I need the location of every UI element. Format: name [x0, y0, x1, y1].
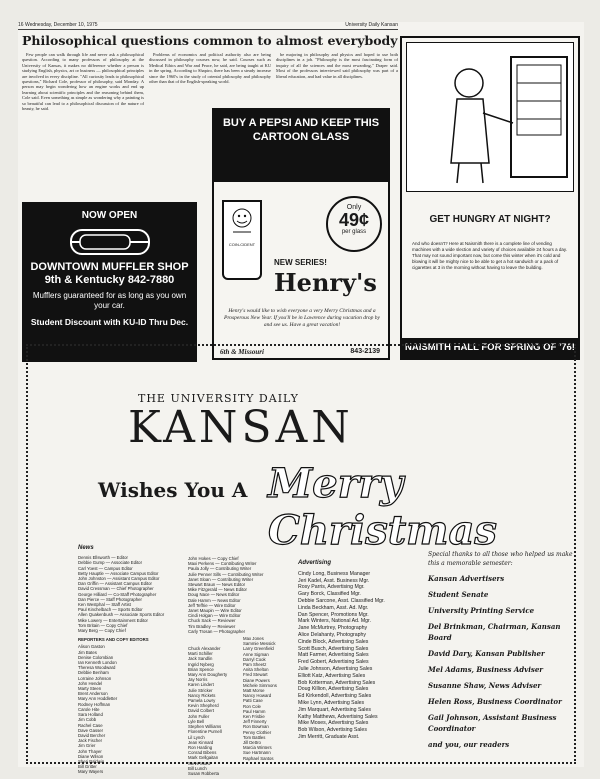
masthead-subtitle: THE UNIVERSITY DAILY	[138, 392, 299, 405]
staff-name: Julie Penner Sills — Contributing Writer	[188, 571, 264, 577]
folio-paper-name: University Daily Kansan	[345, 22, 398, 28]
reporter-name: Raphael Santos	[243, 755, 274, 761]
advertising-staff-name: Jane McMurtrey, Photography	[298, 625, 368, 632]
reporter-name: Marcia Winters	[243, 745, 272, 751]
advertising-staff-name: Kathy Matthews, Advertising Sales	[298, 713, 378, 720]
reporter-name: Fred Stewart	[243, 672, 268, 678]
advertising-staff-name: Bob Kotterman, Advertising Sales	[298, 679, 376, 686]
reporter-name: Bill Gritter	[78, 764, 97, 770]
staff-name: Mike Fitzgerald — News Editor	[188, 587, 247, 593]
reporter-name: Ingrid Nyberg	[188, 661, 214, 667]
advertising-heading: Advertising	[298, 560, 332, 566]
reporter-name: Jay Norris	[188, 677, 208, 683]
muffler-shop-address: 9th & Kentucky 842-7880	[44, 274, 175, 286]
reporter-name: John Fuller	[188, 713, 210, 719]
reporter-name: Sue Hartmann	[243, 750, 271, 756]
reporter-name: Ron Bowman	[243, 724, 269, 730]
henrys-logo: Henry's	[274, 268, 377, 297]
reporter-name: Mary Ann Hoddletter	[78, 696, 118, 702]
staff-name: Stewart Braun — News Editor	[188, 582, 246, 588]
reporter-name: Sheri Baldwin	[78, 758, 105, 764]
reporter-name: Stephen Williams	[188, 724, 222, 730]
reporter-name: Julie Stricker	[188, 687, 213, 693]
staff-name: Dan Griffin — Assistant Campus Editor	[78, 581, 152, 587]
reporter-name: Jim Cobb	[78, 717, 97, 723]
news-staff-list	[78, 546, 183, 775]
staff-name: Dale Hamm — News Editor	[188, 597, 241, 603]
staff-name: John Hokes — Copy Chief	[188, 556, 239, 561]
reporter-name: Rodney Hoffman	[78, 701, 111, 707]
henrys-phone: 843-2139	[350, 348, 380, 355]
advertising-staff-name: Mike Lynn, Advertising Sales	[298, 699, 365, 706]
staff-name: Paul Kinchelbach — Sports Editor	[78, 607, 143, 613]
thanks-item: Del Brinkman, Chairman, Kansan Board	[428, 622, 561, 642]
article-column: Few people can walk through life and never ask a philosophical question. According to many professors of philosophy at the University of Kansas, it makes no difference whether a person is studying English, physics, art or business — philosophical principles are involved in every discipline. "All curiosity leads to philosophical questions," Richard Cole, professor of philosophy, said Monday. A person may begin wondering how an engine works and end up learning about scientific principles and the reasoning behind them, Cole said. Even something as simple as wondering why a painting is so beautiful can lead to a philosophical discussion of the nature of beauty, he said.	[22, 52, 144, 112]
article-headline: Philosophical questions common to almost everybody	[22, 33, 398, 48]
naismith-headline: GET HUNGRY AT NIGHT?	[429, 214, 551, 225]
staff-name: Ken Westphal — Staff Artist	[78, 602, 131, 608]
reporter-name: Susan Robberta	[188, 770, 220, 776]
reporters-list-3	[243, 636, 293, 761]
reporter-name: Chuck Alexander	[188, 646, 221, 652]
advertising-staff-name: Elliott Katz, Advertising Sales	[298, 672, 366, 679]
advertising-staff-name: Rosy Parris, Advertising Mgr.	[298, 584, 365, 591]
advertising-staff-name: Doug Killion, Advertising Sales	[298, 686, 369, 693]
reporter-name: Jill Dettro	[243, 740, 261, 746]
reporter-name: David Colbert	[188, 708, 215, 714]
advertising-staff-list	[298, 560, 418, 741]
newspaper-page	[18, 22, 584, 776]
advertising-staff-name: Jeri Kadel, Asst. Business Mgr.	[298, 577, 370, 584]
thanks-intro: Special thanks to all those who helped us make this a memorable semester:	[428, 551, 573, 567]
henrys-ad	[212, 108, 390, 360]
advertising-staff-name: Cinde Block, Advertising Sales	[298, 638, 369, 645]
thanks-item: Student Senate	[428, 590, 489, 599]
reporter-name: Diane Powers	[243, 677, 270, 683]
muffler-discount: Student Discount with KU-ID Thru Dec.	[30, 317, 189, 327]
reporter-name: Rachel Case	[78, 722, 103, 728]
reporter-name: Kevin Shepherd	[188, 703, 219, 709]
staff-name: Mike Lowery — Entertainment Editor	[78, 617, 148, 623]
advertising-staff-name: Bob Wilson, Advertising Sales	[298, 727, 367, 734]
naismith-hall-ad	[400, 36, 580, 360]
muffler-shop-name: DOWNTOWN MUFFLER SHOP	[30, 261, 189, 273]
reporters-heading: REPORTERS AND COPY EDITORS	[78, 637, 149, 643]
reporter-name: Larry Greenfield	[243, 646, 274, 652]
muffler-shop-ad	[22, 202, 197, 362]
thanks-item: University Printing Service	[428, 606, 535, 615]
reporter-name: Paul Hamm	[243, 708, 266, 714]
staff-name: David Cressman — Chief Photographer	[78, 586, 154, 592]
thanks-item: David Dary, Kansan Publisher	[428, 649, 545, 658]
reporter-name: Marti Schiller	[188, 651, 213, 657]
staff-name: Mary Berg — Copy Chief	[78, 628, 126, 634]
reporter-name: Nancy Rickets	[188, 692, 216, 698]
price-value: 49¢	[338, 210, 370, 230]
advertising-staff-name: Jim Marquart, Advertising Sales	[298, 706, 371, 713]
thanks-item: and you, our readers	[428, 740, 510, 749]
thanks-item: Susanne Shaw, News Adviser	[428, 681, 542, 690]
reporter-name: Marty Steen	[78, 686, 102, 692]
staff-name: Paula Jolly — Contributing Writer	[188, 566, 252, 572]
thanks-item: Gail Johnson, Assistant Business Coordinator	[428, 713, 557, 733]
staff-name: Cindi Holgan — Wire Editor	[188, 613, 241, 619]
reporter-name: Brian Spence	[188, 666, 214, 672]
reporter-name: Jim Grier	[78, 743, 96, 749]
advertising-staff-name: Julie Johnson, Advertising Sales	[298, 665, 373, 672]
folio-date: 16 Wednesday, December 10, 1975	[18, 22, 98, 28]
henrys-address: 6th & Missouri	[220, 348, 264, 356]
pepsi-headline: BUY A PEPSI AND KEEP THIS CARTOON GLASS	[214, 110, 388, 182]
reporter-name: Diane Wilson	[78, 753, 104, 759]
staff-name: George Hilliard — Co-Staff Photographer	[78, 591, 157, 597]
news-heading: News	[78, 545, 94, 551]
naismith-body: And who doesn't? Here at Naismith there is a complete line of vending machines with a wide slection and variety of choices available 24 hours a day. That may not sound important now, but come this winter when it's cold and blowing it will be mighty nice to be able to get a hot sandwich or a pack of cigarettes at 3 in the morning without having to leave the building.	[412, 241, 568, 270]
reporter-name: Jim Bates	[78, 649, 97, 655]
staff-name: Dennis Ellsworth — Editor	[78, 555, 128, 561]
page-folio	[18, 22, 398, 30]
reporter-name: Tom Battles	[243, 734, 266, 740]
reporter-name: Steve Monz	[188, 760, 211, 766]
christmas-greeting-ad	[26, 344, 576, 776]
advertising-staff-name: Ed Kirkendoll, Advertising Sales	[298, 693, 372, 700]
reporter-name: Mary Ann Dougherty	[188, 672, 228, 678]
reporter-name: Lil Lynch	[188, 734, 205, 740]
reporter-name: Debbie Benham	[78, 670, 109, 676]
advertising-staff-name: Mark Winters, National Ad. Mgr.	[298, 618, 371, 625]
reporter-name: Sara Holland	[78, 712, 103, 718]
reporter-name: Lyle Bell	[188, 718, 205, 724]
cartoon-glass-icon	[222, 200, 262, 280]
reporter-name: Alison Gaston	[78, 644, 105, 650]
merry-christmas-text: Merry Christmas	[268, 460, 497, 554]
staff-name: Doug Nace — News Editor	[188, 592, 240, 598]
reporter-name: Mark Gellgaitan	[188, 755, 219, 761]
reporter-name: John Thayer	[78, 748, 102, 754]
reporter-name: Penny Clothier	[243, 729, 272, 735]
reporter-name: Karen Lindert	[188, 682, 214, 688]
reporter-name: Ron Cole	[243, 703, 261, 709]
advertising-staff-name: Dan Spencer, Promotions Mgr.	[298, 611, 369, 618]
reporter-name: Pamela Lowry	[188, 698, 216, 704]
reporter-name: Theresa Woodward	[78, 665, 116, 671]
advertising-staff-name: Alice Delahanty, Photography	[298, 631, 366, 638]
reporter-name: Denise Colombian	[78, 654, 114, 660]
reporter-name: Sammie Messick	[243, 641, 276, 647]
reporter-name: Lorraine Johnson	[78, 675, 112, 681]
reporter-name: Carole Hite	[78, 706, 100, 712]
reporter-name: Bill Lunch	[188, 765, 207, 771]
reporter-name: Mary Wayers	[78, 769, 104, 775]
advertising-staff-name: Matt Farmer, Advertising Sales	[298, 652, 369, 659]
glass-label: COIN-CIDENT	[228, 242, 256, 247]
reporter-name: Dave Gasser	[78, 727, 104, 733]
advertising-staff-name: Debbie Sarcone, Asst. Classified Mgr.	[298, 597, 385, 604]
advertising-staff-name: Gary Borck, Classified Mgr.	[298, 591, 361, 598]
advertising-staff-name: Linda Beckham, Asst. Ad. Mgr.	[298, 604, 369, 611]
reporter-name: Conrad Bibens	[188, 750, 217, 756]
staff-name: Debbie Gump — Associate Editor	[78, 560, 143, 566]
now-open-label: NOW OPEN	[81, 210, 138, 221]
reporter-name: Nancy Howard	[243, 693, 272, 699]
advertising-staff-name: Cindy Long, Business Manager	[298, 570, 371, 577]
muffler-icon	[70, 229, 150, 255]
reporter-name: Ken Frisbie	[243, 714, 265, 720]
thanks-item: Helen Ross, Business Coordinator	[428, 697, 562, 706]
thanks-item: Kansan Advertisers	[428, 574, 505, 583]
reporter-name: Darryl Cook	[243, 656, 266, 662]
thanks-item: Mel Adams, Business Adviser	[428, 665, 543, 674]
staff-name: Jeff Teffrie — Wire Editor	[188, 602, 236, 608]
reporter-name: Michele Simmons	[243, 682, 277, 688]
staff-name: Tim Bradley — Reviewer	[188, 623, 236, 629]
advertising-staff-name: Scott Busch, Advertising Sales	[298, 645, 369, 652]
reporter-name: Max Jones	[243, 636, 264, 641]
reporter-name: Jeff Finnerty	[243, 719, 267, 725]
staff-name: Maxi Perkens — Contributing Writer	[188, 561, 257, 567]
article-column: be majoring in philosophy and physics and hoped to use both disciplines in a job. "Philosophy is the most fascinating form of inquiry of all the sciences and the most rewarding," Draper said. Most of the professors interviewed said philosophy was part of a liberal education, and had value in all disciplines.	[276, 52, 398, 79]
staff-name: Janet Maupin — Wire Editor	[188, 608, 242, 614]
reporter-name: Anne Sigman	[243, 651, 269, 657]
advertising-staff-name: Fred Gobert, Advertising Sales	[298, 659, 369, 666]
muffler-guarantee: Mufflers guaranteed for as long as you own your car.	[32, 291, 187, 310]
advertising-staff-name: Mike Moses, Advertising Sales	[298, 720, 369, 727]
reporter-name: Anita Shelton	[243, 667, 269, 673]
staff-name: Betty Hauptle — Associate Campus Editor	[78, 570, 159, 576]
wishes-you-a-text: Wishes You A	[98, 478, 248, 502]
naismith-footer: NAISMITH HALL FOR SPRING OF '76!	[402, 338, 578, 358]
reporter-name: Jean Kinnard	[188, 739, 214, 745]
reporter-name: Florentine Purnell	[188, 729, 222, 735]
new-series-label: NEW SERIES!	[274, 258, 327, 267]
article-column: Problems of economics and political authority also are being discussed in philosophy courses now, he said. Courses such as Medical Ethics and War and Peace, he said, are being taught at KU in the spring. According to Shapiro, there has been a steady increase since the 1960's in the study of oriental philosophy and philosophy other than that of the English-speaking world.	[149, 52, 271, 85]
reporter-name: Brent Anderson	[78, 691, 108, 697]
reporter-name: Jack Fischer	[78, 738, 103, 744]
kansan-masthead: KANSAN	[128, 402, 354, 453]
price-badge: Only 49¢ per glass	[326, 196, 382, 252]
reporter-name: Ian Kenneth London	[78, 660, 117, 666]
reporter-name: Jack Sandlin	[188, 656, 213, 662]
advertising-staff-name: Jim Merritt, Graduate Asst.	[298, 733, 360, 740]
staff-name: Chuck Sack — Reviewer	[188, 618, 236, 624]
special-thanks	[428, 550, 576, 750]
staff-name: Dan Pierce — Staff Photographer	[78, 596, 142, 602]
staff-name: Allen Quakenbush — Associate Sports Editor	[78, 612, 165, 618]
reporter-name: John Hendel	[78, 680, 103, 686]
staff-name: Janet Sloan — Contributing Writer	[188, 576, 254, 582]
henrys-greeting: Henry's would like to wish everyone a very Merry Christmas and a Prosperous New Year. If you'll be in Lawrence during vacation drop by and see us. Have a great vacation!	[224, 308, 380, 328]
staff-name: Carl Yoest — Campus Editor	[78, 565, 133, 571]
staff-name: Carly Trosan — Photographer	[188, 628, 246, 634]
vending-machine-cartoon-icon	[406, 42, 574, 192]
reporter-name: David Bercher	[78, 732, 106, 738]
reporter-name: Pam Sheetz	[243, 662, 267, 668]
staff-name: Tom Britain — Copy Chief	[78, 622, 128, 628]
reporter-name: Patti Case	[243, 698, 263, 704]
staff-name: John Johnston — Assistant Campus Editor	[78, 576, 160, 582]
reporter-name: Ron Harding	[188, 744, 213, 750]
reporter-name: Matt Morse	[243, 688, 265, 694]
